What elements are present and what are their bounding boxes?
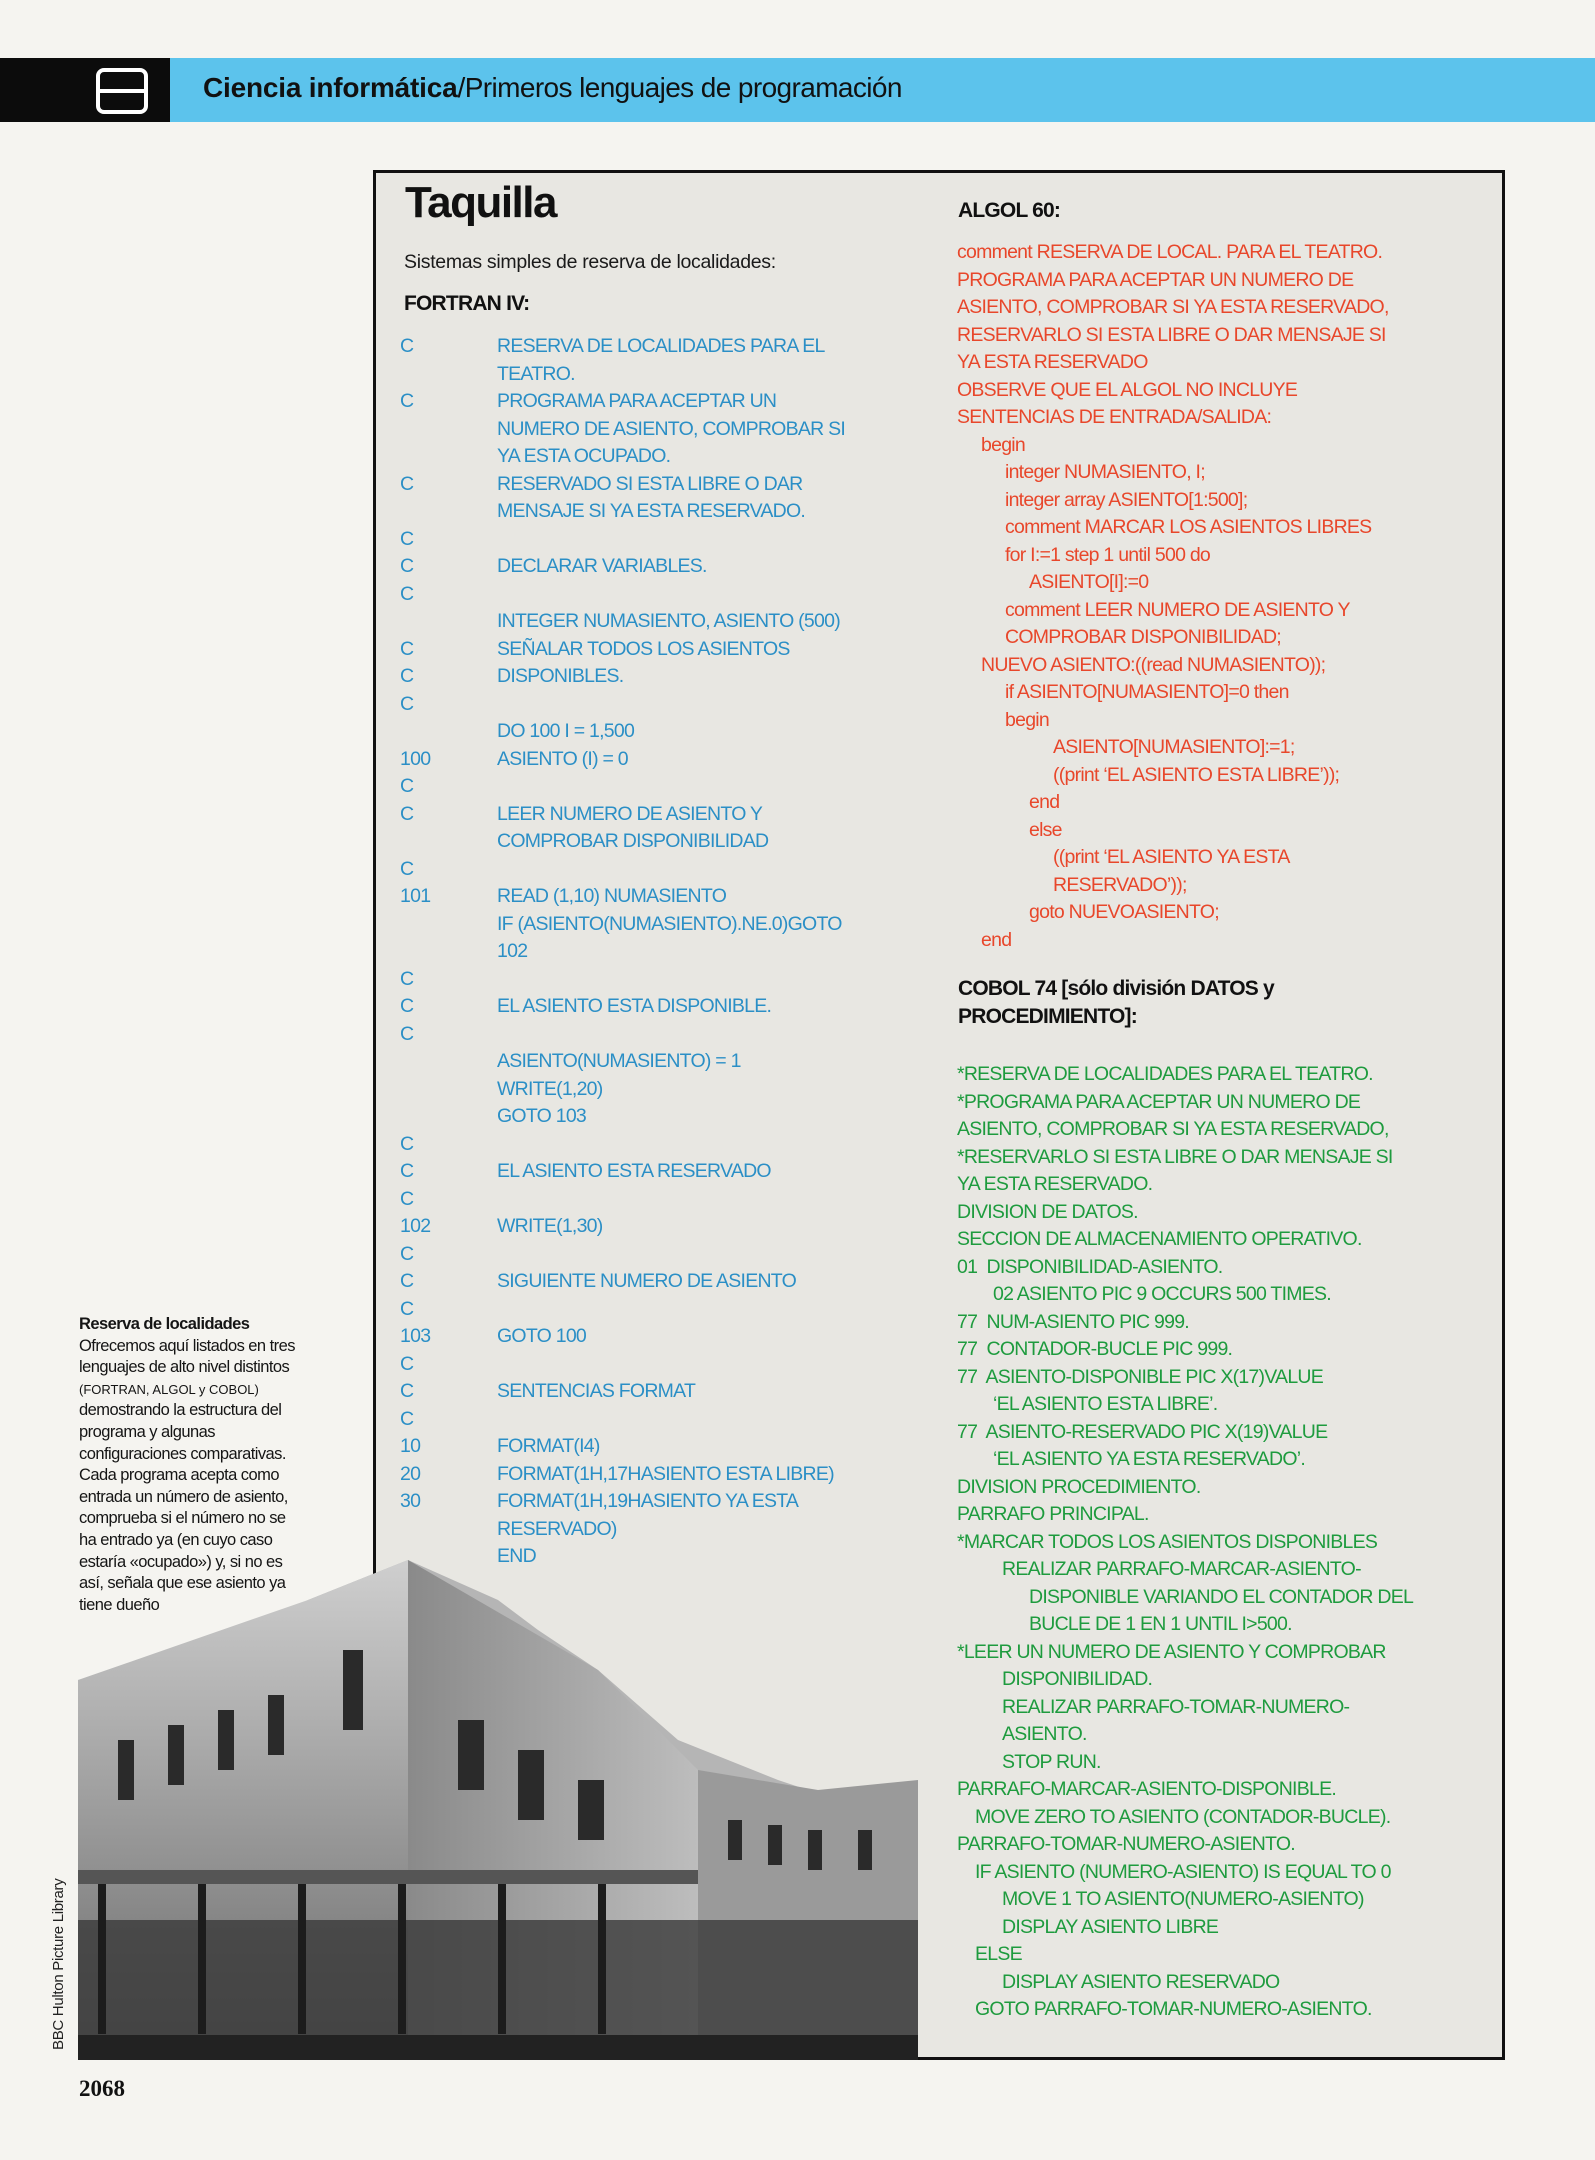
code-line: *LEER UN NUMERO DE ASIENTO Y COMPROBAR xyxy=(957,1640,1386,1663)
code-line xyxy=(400,526,920,554)
line-text: PROGRAMA PARA ACEPTAR UN xyxy=(497,390,777,412)
code-line: YA ESTA RESERVADO xyxy=(957,351,1148,373)
line-text: FORMAT(I4) xyxy=(497,1435,600,1457)
code-line xyxy=(400,636,920,664)
line-text: WRITE(1,20) xyxy=(497,1077,603,1100)
code-line xyxy=(400,388,920,416)
line-text: SEÑALAR TODOS LOS ASIENTOS xyxy=(497,637,790,660)
fortran-heading: FORTRAN IV: xyxy=(404,292,530,315)
code-line xyxy=(400,828,920,856)
caption-line: configuraciones comparativas. xyxy=(79,1444,286,1463)
code-line: if ASIENTO[NUMASIENTO]=0 then xyxy=(1005,681,1289,703)
article-title: Taquilla xyxy=(405,178,556,227)
code-line xyxy=(400,1131,920,1159)
caption-line: tiene dueño xyxy=(79,1595,160,1614)
code-line xyxy=(400,1021,920,1049)
code-line: STOP RUN. xyxy=(1002,1750,1101,1773)
photo-credit: BBC Hulton Picture Library xyxy=(50,1878,67,2050)
code-line: PARRAFO-TOMAR-NUMERO-ASIENTO. xyxy=(957,1833,1295,1855)
code-line xyxy=(400,718,920,746)
line-label: 100 xyxy=(400,747,431,770)
code-line xyxy=(400,1378,920,1406)
code-line xyxy=(400,993,920,1021)
line-label: C xyxy=(400,1407,414,1430)
computer-section-icon xyxy=(96,68,148,114)
code-line: integer NUMASIENTO, I; xyxy=(1005,461,1205,483)
caption-line: comprueba si el número no se xyxy=(79,1509,286,1528)
line-text: SENTENCIAS FORMAT xyxy=(497,1380,696,1402)
line-label: C xyxy=(400,1297,414,1320)
cobol-heading-line: COBOL 74 [sólo división DATOS y xyxy=(958,977,1274,1000)
code-line xyxy=(400,1516,920,1544)
line-label: 10 xyxy=(400,1435,421,1457)
code-line xyxy=(400,856,920,884)
line-text: FORMAT(1H,19HASIENTO YA ESTA xyxy=(497,1490,799,1512)
caption-line: demostrando la estructura del xyxy=(79,1401,282,1420)
code-line xyxy=(400,1158,920,1186)
line-text: COMPROBAR DISPONIBILIDAD xyxy=(497,830,769,852)
line-label: C xyxy=(400,555,414,577)
code-line xyxy=(400,608,920,636)
caption-line: (FORTRAN, ALGOL y COBOL) xyxy=(79,1381,259,1397)
caption-line: entrada un número de asiento, xyxy=(79,1487,288,1506)
line-label: C xyxy=(400,665,414,687)
code-line xyxy=(400,553,920,581)
code-line xyxy=(400,361,920,389)
code-line: integer array ASIENTO[1:500]; xyxy=(1005,488,1248,511)
line-text: FORMAT(1H,17HASIENTO ESTA LIBRE) xyxy=(497,1462,834,1485)
line-label: C xyxy=(400,335,414,357)
code-line xyxy=(400,1076,920,1104)
code-line: ASIENTO[NUMASIENTO]:=1; xyxy=(1053,736,1295,758)
code-line: comment RESERVA DE LOCAL. PARA EL TEATRO. xyxy=(957,241,1383,263)
code-line: PARRAFO-MARCAR-ASIENTO-DISPONIBLE. xyxy=(957,1778,1337,1800)
code-line xyxy=(400,581,920,609)
line-label: C xyxy=(400,1270,414,1292)
code-line xyxy=(400,938,920,966)
code-line: RESERVARLO SI ESTA LIBRE O DAR MENSAJE SI xyxy=(957,323,1386,346)
code-line xyxy=(400,691,920,719)
code-line: ASIENTO. xyxy=(1002,1723,1087,1745)
code-line: IF ASIENTO (NUMERO-ASIENTO) IS EQUAL TO 0 xyxy=(975,1860,1391,1883)
caption-line: lenguajes de alto nivel distintos xyxy=(79,1358,290,1377)
caption-line: estaría «ocupado») y, si no es xyxy=(79,1552,283,1571)
code-line: end xyxy=(1029,791,1060,813)
code-line: 77 ASIENTO-DISPONIBLE PIC X(17)VALUE xyxy=(957,1365,1324,1388)
code-line xyxy=(400,1296,920,1324)
code-line: comment LEER NUMERO DE ASIENTO Y xyxy=(1005,598,1350,621)
line-text: NUMERO DE ASIENTO, COMPROBAR SI xyxy=(497,417,846,440)
code-line: 77 NUM-ASIENTO PIC 999. xyxy=(957,1310,1189,1333)
code-line xyxy=(400,883,920,911)
code-line xyxy=(400,471,920,499)
line-text: SIGUIENTE NUMERO DE ASIENTO xyxy=(497,1270,797,1292)
line-label: C xyxy=(400,1187,414,1210)
code-line: DIVISION PROCEDIMIENTO. xyxy=(957,1475,1201,1498)
code-line xyxy=(400,773,920,801)
code-line: begin xyxy=(981,433,1025,456)
code-line xyxy=(400,746,920,774)
line-text: EL ASIENTO ESTA RESERVADO xyxy=(497,1160,771,1182)
line-label: C xyxy=(400,967,414,990)
line-label: C xyxy=(400,1380,414,1402)
code-line: 77 CONTADOR-BUCLE PIC 999. xyxy=(957,1338,1233,1360)
line-label: C xyxy=(400,802,414,825)
caption-line: Cada programa acepta como xyxy=(79,1466,279,1485)
caption-line: programa y algunas xyxy=(79,1422,215,1441)
line-text: RESERVA DE LOCALIDADES PARA EL xyxy=(497,335,825,357)
line-label: C xyxy=(400,1022,414,1045)
line-text: RESERVADO SI ESTA LIBRE O DAR xyxy=(497,472,803,495)
line-text: READ (1,10) NUMASIENTO xyxy=(497,885,727,907)
code-line: GOTO PARRAFO-TOMAR-NUMERO-ASIENTO. xyxy=(975,1998,1372,2020)
line-text: IF (ASIENTO(NUMASIENTO).NE.0)GOTO xyxy=(497,912,842,935)
code-line: *MARCAR TODOS LOS ASIENTOS DISPONIBLES xyxy=(957,1530,1378,1553)
code-line: REALIZAR PARRAFO-MARCAR-ASIENTO- xyxy=(1002,1558,1361,1580)
code-line xyxy=(400,1103,920,1131)
cobol-listing xyxy=(957,1061,1413,2024)
algol-listing xyxy=(957,239,1389,954)
code-line: MOVE 1 TO ASIENTO(NUMERO-ASIENTO) xyxy=(1002,1888,1364,1910)
code-line xyxy=(400,1213,920,1241)
code-line xyxy=(400,1241,920,1269)
code-line xyxy=(400,1461,920,1489)
code-line xyxy=(400,1048,920,1076)
caption-line: así, señala que ese asiento ya xyxy=(79,1574,286,1593)
line-text: DECLARAR VARIABLES. xyxy=(497,555,707,577)
line-text: ASIENTO (I) = 0 xyxy=(497,747,628,770)
line-label: C xyxy=(400,1160,414,1182)
header-topic: Primeros lenguajes de programación xyxy=(464,72,902,103)
line-text: ASIENTO(NUMASIENTO) = 1 xyxy=(497,1050,741,1072)
code-line xyxy=(400,416,920,444)
code-line: begin xyxy=(1005,708,1049,731)
code-line: *RESERVARLO SI ESTA LIBRE O DAR MENSAJE SI xyxy=(957,1145,1393,1168)
code-line: *RESERVA DE LOCALIDADES PARA EL TEATRO. xyxy=(957,1063,1373,1085)
code-line: YA ESTA RESERVADO. xyxy=(957,1173,1153,1195)
caption-line: Ofrecemos aquí listados en tres xyxy=(79,1336,295,1355)
code-line xyxy=(400,333,920,361)
line-label: 20 xyxy=(400,1462,421,1485)
code-line: ((print ‘EL ASIENTO ESTA LIBRE’)); xyxy=(1053,763,1340,786)
code-line: for I:=1 step 1 until 500 do xyxy=(1005,543,1211,566)
line-text: MENSAJE SI YA ESTA RESERVADO. xyxy=(497,500,806,522)
code-line: PROGRAMA PARA ACEPTAR UN NUMERO DE xyxy=(957,268,1354,291)
code-line: 77 ASIENTO-RESERVADO PIC X(19)VALUE xyxy=(957,1420,1328,1443)
cobol-heading-line: PROCEDIMIENTO]: xyxy=(958,1004,1137,1028)
code-line xyxy=(400,801,920,829)
line-label: C xyxy=(400,637,414,660)
caption-title: Reserva de localidades xyxy=(79,1315,250,1333)
code-line xyxy=(400,911,920,939)
line-label: C xyxy=(400,472,414,495)
line-text: TEATRO. xyxy=(497,362,575,385)
line-text: INTEGER NUMASIENTO, ASIENTO (500) xyxy=(497,610,840,632)
code-line: end xyxy=(981,928,1012,951)
code-line: REALIZAR PARRAFO-TOMAR-NUMERO- xyxy=(1002,1695,1350,1718)
line-text: LEER NUMERO DE ASIENTO Y xyxy=(497,802,763,825)
theatre-photo xyxy=(78,1540,918,2060)
caption-line: ha entrado ya (en cuyo caso xyxy=(79,1530,273,1549)
code-line: ELSE xyxy=(975,1943,1022,1965)
line-text: DISPONIBLES. xyxy=(497,665,624,687)
code-line xyxy=(400,443,920,471)
line-text: EL ASIENTO ESTA DISPONIBLE. xyxy=(497,995,772,1017)
code-line: ((print ‘EL ASIENTO YA ESTA xyxy=(1053,846,1290,868)
fortran-listing xyxy=(400,333,920,1571)
line-label: 101 xyxy=(400,885,431,907)
header-section: Ciencia informática xyxy=(203,72,458,103)
line-text: GOTO 103 xyxy=(497,1105,587,1127)
code-line: DIVISION DE DATOS. xyxy=(957,1200,1138,1223)
code-line xyxy=(400,498,920,526)
page-number: 2068 xyxy=(79,2076,125,2101)
code-line xyxy=(400,1433,920,1461)
code-line: NUEVO ASIENTO:((read NUMASIENTO)); xyxy=(981,653,1326,676)
code-line: SECCION DE ALMACENAMIENTO OPERATIVO. xyxy=(957,1228,1362,1250)
line-text: 102 xyxy=(497,940,528,962)
code-line xyxy=(400,663,920,691)
code-line: *PROGRAMA PARA ACEPTAR UN NUMERO DE xyxy=(957,1090,1361,1113)
line-label: 103 xyxy=(400,1325,431,1347)
line-label: 30 xyxy=(400,1490,421,1512)
line-label: C xyxy=(400,582,414,605)
line-label: C xyxy=(400,527,414,550)
code-line: BUCLE DE 1 EN 1 UNTIL I>500. xyxy=(1029,1613,1292,1635)
code-line: else xyxy=(1029,818,1062,841)
code-line xyxy=(400,1351,920,1379)
code-line: COMPROBAR DISPONIBILIDAD; xyxy=(1005,626,1281,648)
line-label: C xyxy=(400,1242,414,1265)
code-line: DISPLAY ASIENTO RESERVADO xyxy=(1002,1970,1280,1993)
line-label: C xyxy=(400,857,414,880)
line-label: 102 xyxy=(400,1215,431,1237)
code-line: RESERVADO’)); xyxy=(1053,873,1187,896)
code-line: ASIENTO[I]:=0 xyxy=(1029,571,1149,593)
code-line: OBSERVE QUE EL ALGOL NO INCLUYE xyxy=(957,378,1298,401)
line-text: GOTO 100 xyxy=(497,1325,587,1347)
code-line: ‘EL ASIENTO YA ESTA RESERVADO’. xyxy=(993,1448,1305,1470)
line-text: END xyxy=(497,1545,536,1567)
line-text: WRITE(1,30) xyxy=(497,1215,603,1237)
line-label: C xyxy=(400,1132,414,1155)
running-header xyxy=(203,72,902,104)
header-separator: / xyxy=(457,72,465,103)
code-line: ASIENTO, COMPROBAR SI YA ESTA RESERVADO, xyxy=(957,296,1389,318)
code-line: ‘EL ASIENTO ESTA LIBRE’. xyxy=(993,1393,1218,1415)
code-line xyxy=(400,1406,920,1434)
line-label: C xyxy=(400,692,414,715)
code-line xyxy=(400,1186,920,1214)
code-line: 02 ASIENTO PIC 9 OCCURS 500 TIMES. xyxy=(993,1283,1331,1305)
line-label: C xyxy=(400,995,414,1017)
code-line xyxy=(400,1323,920,1351)
line-text: YA ESTA OCUPADO. xyxy=(497,445,671,467)
line-label: C xyxy=(400,390,414,412)
line-text: RESERVADO) xyxy=(497,1517,617,1540)
code-line: SENTENCIAS DE ENTRADA/SALIDA: xyxy=(957,406,1272,428)
line-text: DO 100 I = 1,500 xyxy=(497,720,635,742)
code-line: ASIENTO, COMPROBAR SI YA ESTA RESERVADO, xyxy=(957,1118,1389,1140)
code-line: DISPLAY ASIENTO LIBRE xyxy=(1002,1915,1219,1938)
article-subtitle: Sistemas simples de reserva de localidades: xyxy=(404,251,776,273)
code-line xyxy=(400,1268,920,1296)
code-line: 01 DISPONIBILIDAD-ASIENTO. xyxy=(957,1255,1223,1278)
line-label: C xyxy=(400,1352,414,1375)
code-line: PARRAFO PRINCIPAL. xyxy=(957,1503,1149,1525)
code-line xyxy=(400,1488,920,1516)
code-line xyxy=(400,966,920,994)
line-label: C xyxy=(400,775,414,797)
code-line: comment MARCAR LOS ASIENTOS LIBRES xyxy=(1005,516,1372,538)
code-line: DISPONIBLE VARIANDO EL CONTADOR DEL xyxy=(1029,1585,1414,1608)
code-line: goto NUEVOASIENTO; xyxy=(1029,901,1219,923)
algol-heading: ALGOL 60: xyxy=(958,199,1061,222)
code-line: MOVE ZERO TO ASIENTO (CONTADOR-BUCLE). xyxy=(975,1805,1391,1828)
cobol-heading xyxy=(958,975,1274,1030)
code-line: DISPONIBILIDAD. xyxy=(1002,1668,1153,1690)
